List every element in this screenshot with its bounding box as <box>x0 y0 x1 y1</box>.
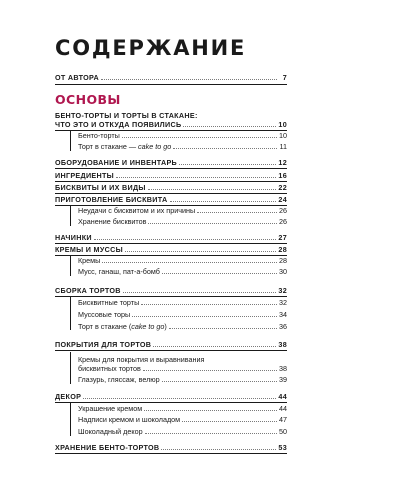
toc-entry-biscuits[interactable] <box>55 183 287 192</box>
toc-entry-ingredients[interactable] <box>55 171 287 180</box>
dot-leader <box>170 201 277 202</box>
toc-page: 26 <box>279 217 287 226</box>
toc-page: 16 <box>278 171 287 180</box>
dot-leader <box>94 239 276 240</box>
divider <box>55 193 287 194</box>
toc-label: НАЧИНКИ <box>55 233 92 242</box>
toc-page: 50 <box>279 427 287 436</box>
toc-entry-creams[interactable] <box>55 245 287 254</box>
subentry-bar <box>70 352 71 384</box>
toc-subentry[interactable] <box>78 322 287 331</box>
toc-page: 28 <box>279 256 287 265</box>
dot-leader <box>132 316 277 317</box>
toc-label: КРЕМЫ И МУССЫ <box>55 245 123 254</box>
toc-subentry[interactable] <box>78 256 287 265</box>
toc-subentry[interactable] <box>78 142 287 151</box>
toc-label-line2: ЧТО ЭТО И ОТКУДА ПОЯВИЛИСЬ <box>55 120 182 129</box>
toc-page: 53 <box>278 443 287 452</box>
divider <box>55 84 287 85</box>
dot-leader <box>162 273 277 274</box>
divider <box>55 168 287 169</box>
toc-page: 27 <box>278 233 287 242</box>
dot-leader <box>145 433 277 434</box>
dot-leader <box>141 304 277 305</box>
divider <box>55 243 287 244</box>
dot-leader <box>182 421 277 422</box>
dot-leader <box>153 346 276 347</box>
toc-label: ПРИГОТОВЛЕНИЕ БИСКВИТА <box>55 195 168 204</box>
toc-sublabel: Торт в стакане (cake to go) <box>78 322 167 331</box>
toc-label: ДЕКОР <box>55 392 82 401</box>
toc-label: ОТ АВТОРА <box>55 73 99 82</box>
subentry-bar <box>70 297 71 330</box>
toc-page: 7 <box>282 73 287 82</box>
dot-leader <box>143 370 277 371</box>
toc-page: 38 <box>278 340 287 349</box>
subentry-bar <box>70 206 71 226</box>
dot-leader <box>102 262 277 263</box>
divider <box>55 402 287 403</box>
toc-sublabel: Бенто-торты <box>78 131 120 140</box>
divider <box>55 181 287 182</box>
toc-entry-fillings[interactable] <box>55 233 287 242</box>
toc-label: ОБОРУДОВАНИЕ И ИНВЕНТАРЬ <box>55 158 178 167</box>
divider <box>55 350 287 351</box>
toc-page: 26 <box>279 206 287 215</box>
toc-page: 12 <box>278 158 287 167</box>
toc-sublabel: Надписи кремом и шоколадом <box>78 415 181 424</box>
toc-sublabel: Муссовые торы <box>78 310 131 319</box>
dot-leader <box>83 398 276 399</box>
subentry-bar <box>70 256 71 276</box>
toc-label: ИНГРЕДИЕНТЫ <box>55 171 115 180</box>
dot-leader <box>169 328 277 329</box>
toc-sublabel: Глазурь, гляссаж, велюр <box>78 375 160 384</box>
toc-subentry[interactable] <box>78 415 287 424</box>
toc-sublabel: Кремы <box>78 256 101 265</box>
toc-subentry[interactable] <box>78 217 287 226</box>
toc-subentry[interactable] <box>78 364 287 373</box>
toc-subentry[interactable] <box>78 375 287 384</box>
toc-sublabel: Неудачи с бисквитом и их причины <box>78 206 196 215</box>
section-heading: ОСНОВЫ <box>55 92 121 107</box>
toc-page: 44 <box>279 404 287 413</box>
toc-label: СБОРКА ТОРТОВ <box>55 286 121 295</box>
toc-sublabel: Украшение кремом <box>78 404 143 413</box>
toc-sublabel: Хранение бисквитов <box>78 217 147 226</box>
subentry-bar <box>70 403 71 436</box>
dot-leader <box>173 148 277 149</box>
toc-page: 28 <box>278 245 287 254</box>
dot-leader <box>123 292 277 293</box>
toc-entry-equipment[interactable] <box>55 158 287 167</box>
dot-leader <box>101 79 277 80</box>
toc-entry-assembly[interactable] <box>55 286 287 295</box>
toc-entry-author[interactable] <box>55 73 287 82</box>
dot-leader <box>122 137 277 138</box>
toc-page: 10 <box>278 120 287 129</box>
toc-sublabel-line2: бисквитных тортов <box>78 364 141 373</box>
toc-subentry[interactable] <box>78 310 287 319</box>
dot-leader <box>148 189 277 190</box>
toc-subentry[interactable] <box>78 267 287 276</box>
toc-page: 11 <box>279 142 287 151</box>
divider <box>55 453 287 454</box>
toc-page: 36 <box>279 322 287 331</box>
toc-page: 10 <box>279 131 287 140</box>
toc-subentry[interactable] <box>78 427 287 436</box>
toc-page: 30 <box>279 267 287 276</box>
dot-leader <box>148 223 277 224</box>
toc-sublabel: Мусс, ганаш, пат-а-бомб <box>78 267 160 276</box>
toc-subentry[interactable] <box>78 404 287 413</box>
toc-label: ХРАНЕНИЕ БЕНТО-ТОРТОВ <box>55 443 160 452</box>
dot-leader <box>161 449 276 450</box>
dot-leader <box>162 381 277 382</box>
toc-page: 47 <box>279 415 287 424</box>
toc-entry-bento[interactable] <box>55 120 287 129</box>
toc-label: ПОКРЫТИЯ ДЛЯ ТОРТОВ <box>55 340 152 349</box>
dot-leader <box>183 126 276 127</box>
toc-sublabel: Шоколадный декор <box>78 427 143 436</box>
toc-page: 24 <box>278 195 287 204</box>
dot-leader <box>179 164 276 165</box>
toc-page: 34 <box>279 310 287 319</box>
toc-label-line1: БЕНТО-ТОРТЫ И ТОРТЫ В СТАКАНЕ: <box>55 111 198 120</box>
toc-entry-decor[interactable] <box>55 392 287 401</box>
toc-subentry[interactable] <box>78 298 287 307</box>
toc-label: БИСКВИТЫ И ИХ ВИДЫ <box>55 183 146 192</box>
toc-entry-storage[interactable] <box>55 443 287 452</box>
divider <box>55 296 287 297</box>
toc-page: 39 <box>279 375 287 384</box>
toc-sublabel: Торт в стакане — cake to go <box>78 142 172 151</box>
toc-entry-coatings[interactable] <box>55 340 287 349</box>
dot-leader <box>197 212 277 213</box>
toc-sublabel-line1: Кремы для покрытия и выравнивания <box>78 355 205 364</box>
page-title: СОДЕРЖАНИЕ <box>55 36 247 60</box>
toc-page: 44 <box>278 392 287 401</box>
toc-page: 22 <box>278 183 287 192</box>
dot-leader <box>116 177 276 178</box>
toc-subentry[interactable] <box>78 131 287 140</box>
subentry-bar <box>70 131 71 151</box>
toc-page: 32 <box>278 286 287 295</box>
toc-sublabel: Бисквитные торты <box>78 298 140 307</box>
dot-leader <box>125 251 276 252</box>
toc-entry-biscuit-prep[interactable] <box>55 195 287 204</box>
toc-page: 38 <box>279 364 287 373</box>
dot-leader <box>144 410 277 411</box>
toc-page: 32 <box>279 298 287 307</box>
toc-subentry[interactable] <box>78 206 287 215</box>
